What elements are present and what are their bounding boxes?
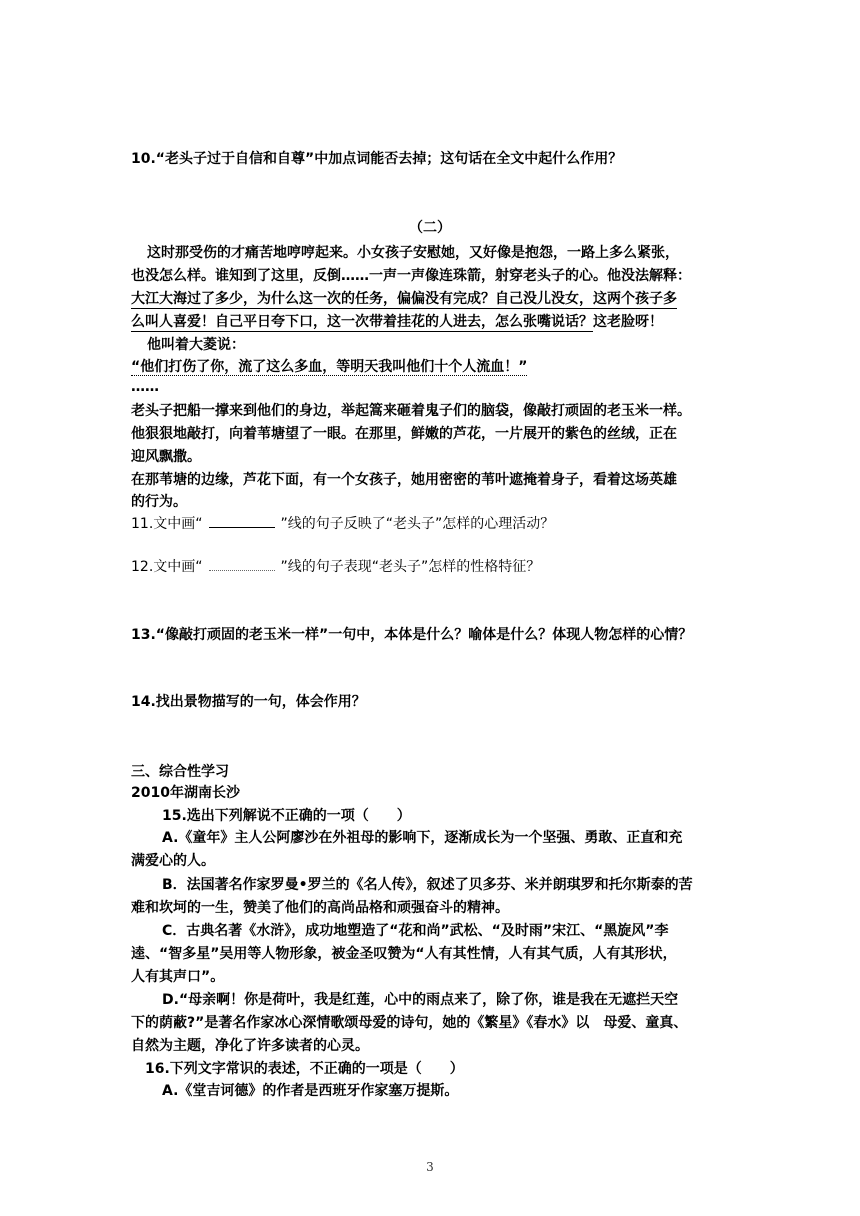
q15-option-d: D.“母亲啊！你是荷叶，我是红莲，心中的雨点来了，除了你，谁是我在无遮拦天空 bbox=[162, 992, 679, 1008]
exam-source: 2010年湖南长沙 bbox=[131, 785, 240, 801]
q11-suffix: ”线的句子反映了“老头子”怎样的心理活动？ bbox=[280, 516, 555, 532]
section-2-title: （二） bbox=[409, 220, 451, 236]
q15-stem: 15.选出下列解说不正确的一项（ ） bbox=[162, 808, 411, 824]
q11-prefix: 11.文中画“ bbox=[131, 516, 203, 532]
q15-option-c-cont: 逵、“智多星”吴用等人物形象，被金圣叹赞为“人有其性情，人有其气质，人有其形状， bbox=[131, 946, 677, 962]
q15-option-c: C．古典名著《水浒》，成功地塑造了“花和尚”武松、“及时雨”宋江、“黑旋风”李 bbox=[162, 923, 669, 939]
passage-line-underlined bbox=[131, 311, 663, 333]
underlined-text: 么叫人喜爱！自己平日夸下口，这一次带着挂花的人进去，怎么张嘴说话？ bbox=[131, 314, 593, 330]
q16-stem: 16.下列文字常识的表述，不正确的一项是（ ） bbox=[145, 1061, 464, 1077]
dotted-blank bbox=[209, 558, 275, 571]
q15-option-d-cont: 下的荫蔽?”是著名作家冰心深情歌颂母爱的诗句，她的《繁星》《春水》以 母爱、童真、 bbox=[131, 1015, 688, 1031]
q16-option-a: A.《堂吉诃德》的作者是西班牙作家塞万提斯。 bbox=[162, 1083, 459, 1099]
q15-option-b-cont: 难和坎坷的一生，赞美了他们的高尚品格和顽强奋斗的精神。 bbox=[131, 900, 509, 916]
question-12 bbox=[131, 556, 540, 578]
q15-option-a: A.《童年》主人公阿廖沙在外祖母的影响下，逐渐成长为一个坚强、勇敢、正直和充 bbox=[162, 830, 683, 846]
passage-line: 他叫着大菱说： bbox=[147, 337, 245, 353]
solid-blank bbox=[209, 515, 275, 528]
question-11 bbox=[131, 513, 554, 535]
passage-line: 这时那受伤的才痛苦地哼哼起来。小女孩子安慰她，又好像是抱怨，一路上多么紧张， bbox=[147, 245, 679, 261]
dotted-underlined-text: “他们打伤了你，流了这么多血，等明天我叫他们十个人流血！” bbox=[131, 359, 528, 375]
passage-line: 的行为。 bbox=[131, 494, 187, 510]
question-10: 10.“老头子过于自信和自尊”中加点词能否去掉；这句话在全文中起什么作用？ bbox=[131, 151, 623, 167]
passage-line-underlined bbox=[131, 288, 677, 310]
q15-option-d-cont: 自然为主题，净化了许多读者的心灵。 bbox=[131, 1038, 369, 1054]
q15-option-a-cont: 满爱心的人。 bbox=[131, 853, 215, 869]
passage-line: 迎风飘撒。 bbox=[131, 449, 201, 465]
underlined-text: 大江大海过了多少，为什么这一次的任务，偏偏没有完成？自己没儿没女，这两个孩子多 bbox=[131, 291, 677, 307]
passage-line-tail: 这老脸呀！ bbox=[593, 314, 663, 330]
q15-option-c-cont: 人有其声口”。 bbox=[131, 969, 225, 985]
passage-line: 在那苇塘的边缘，芦花下面，有一个女孩子，她用密密的苇叶遮掩着身子，看着这场英雄 bbox=[131, 472, 677, 488]
section-3-title: 三、综合性学习 bbox=[131, 764, 229, 780]
question-13: 13.“像敲打顽固的老玉米一样”一句中，本体是什么？喻体是什么？体现人物怎样的心情？ bbox=[131, 627, 693, 643]
q12-prefix: 12.文中画“ bbox=[131, 559, 203, 575]
passage-line: 他狠狠地敲打，向着苇塘望了一眼。在那里，鲜嫩的芦花，一片展开的紫色的丝绒，正在 bbox=[131, 426, 677, 442]
q12-suffix: ”线的句子表现“老头子”怎样的性格特征？ bbox=[280, 559, 541, 575]
passage-ellipsis: …… bbox=[131, 379, 159, 395]
passage-line: 老头子把船一撑来到他们的身边，举起篙来砸着鬼子们的脑袋，像敲打顽固的老玉米一样。 bbox=[131, 403, 691, 419]
q15-option-b: B．法国著名作家罗曼•罗兰的《名人传》，叙述了贝多芬、米并朗琪罗和托尔斯泰的苦 bbox=[162, 877, 693, 893]
passage-line: 也没怎么样。谁知到了这里，反倒……一声一声像连珠箭，射穿老头子的心。他没法解释： bbox=[131, 268, 691, 284]
page-number: 3 bbox=[426, 1160, 434, 1174]
passage-quote bbox=[131, 356, 527, 378]
question-14: 14.找出景物描写的一句，体会作用？ bbox=[131, 694, 366, 710]
